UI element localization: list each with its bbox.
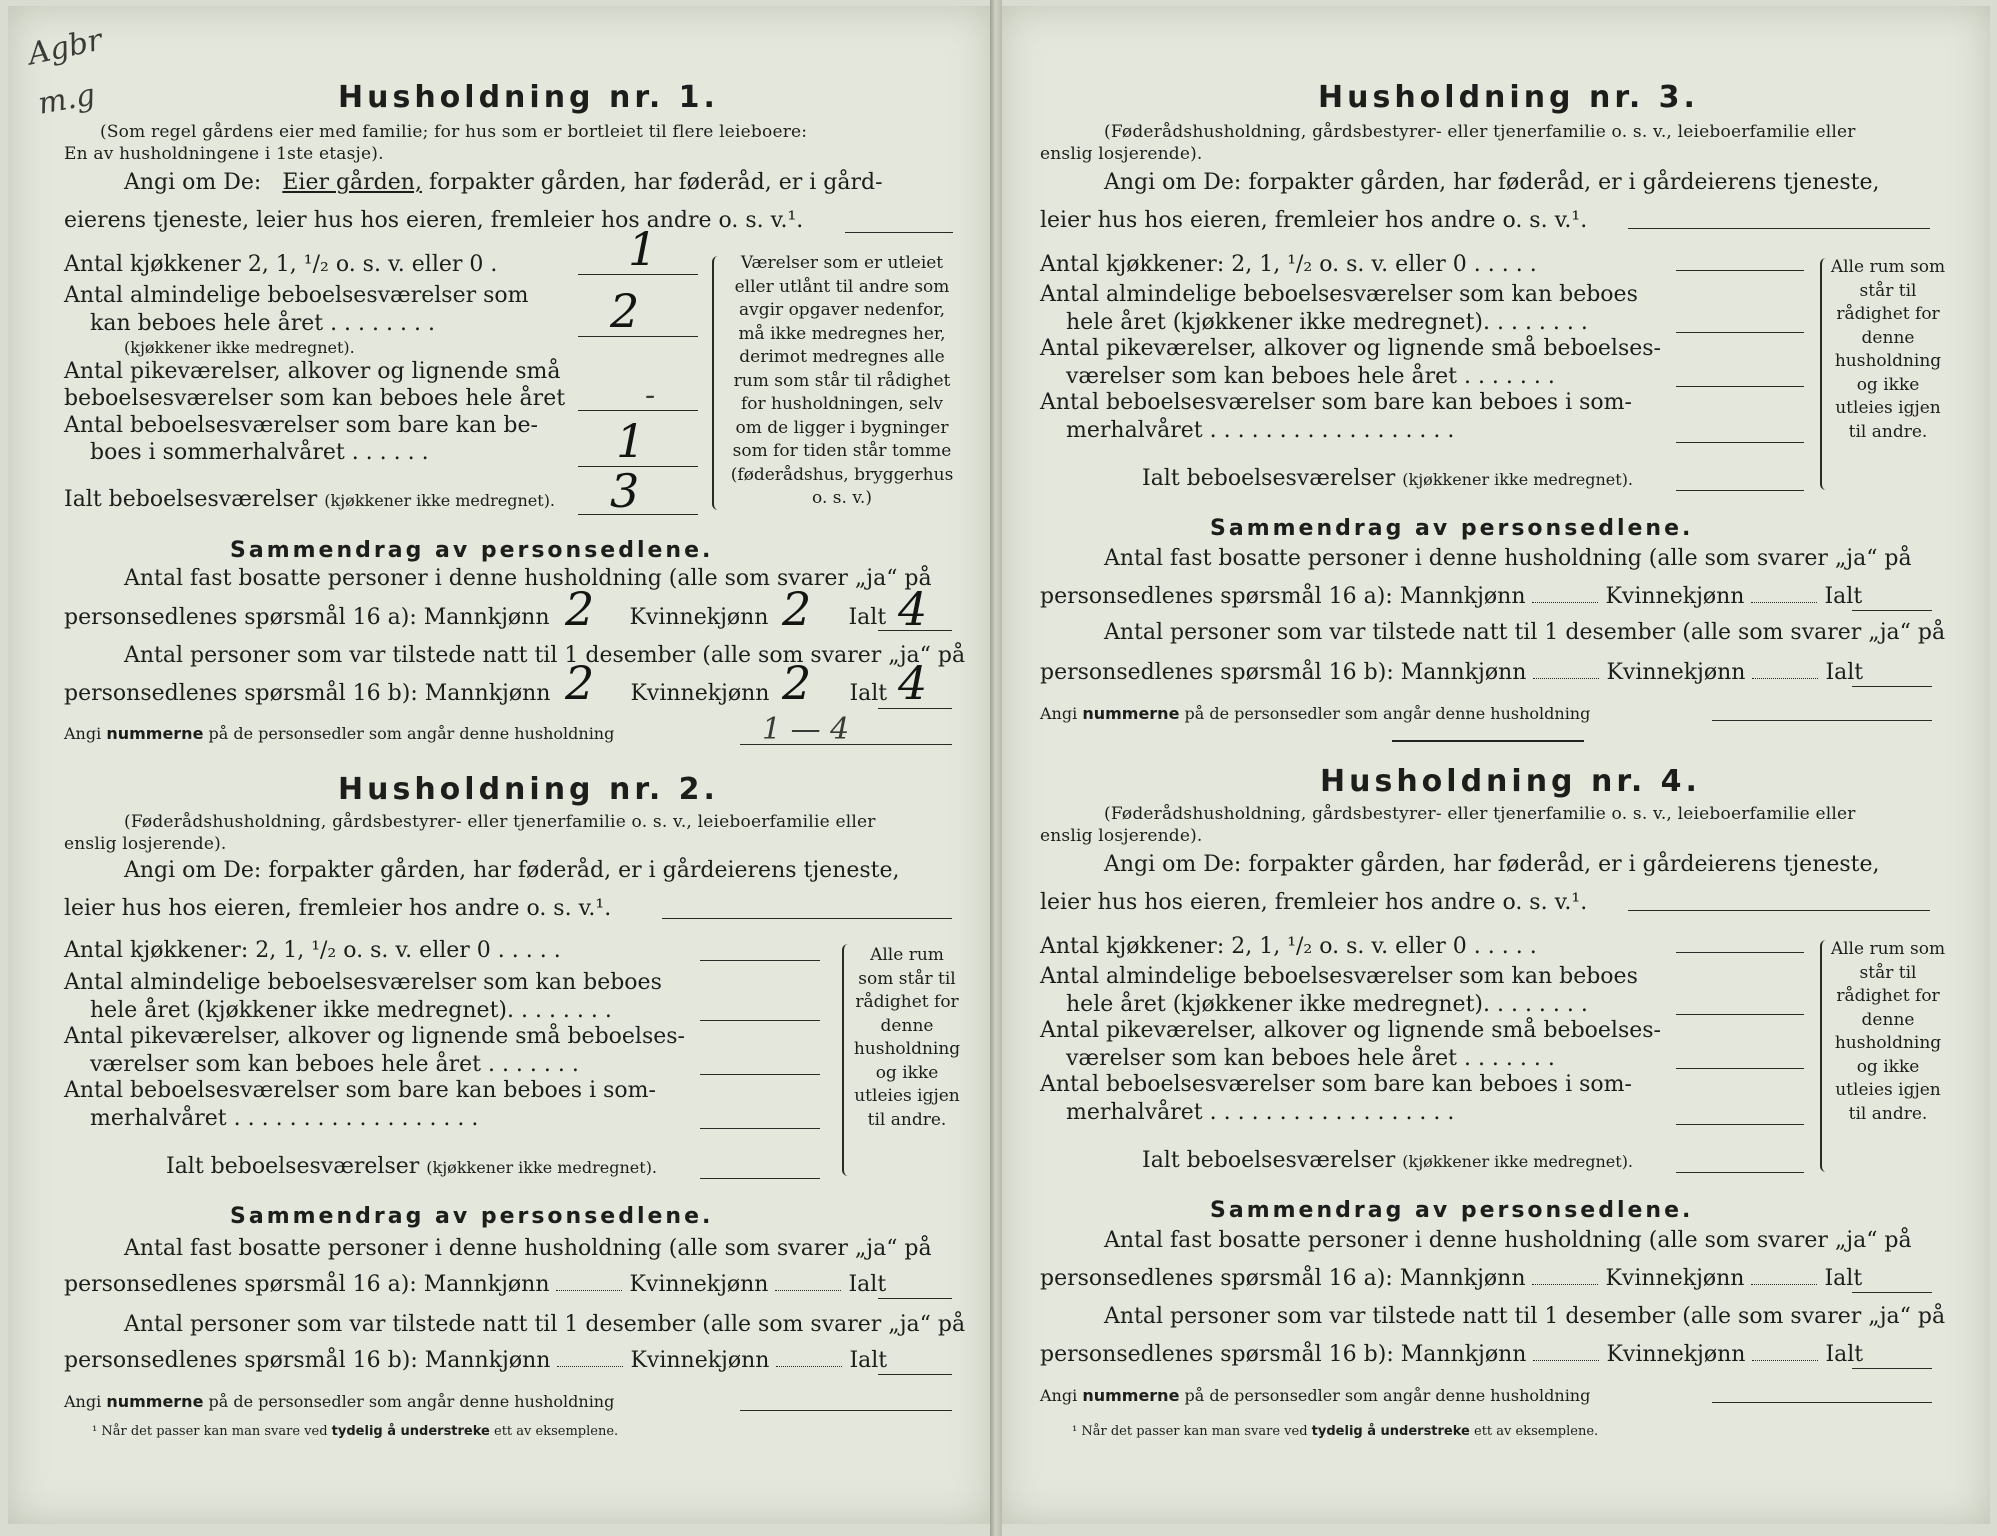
h2-s1-ialt-line	[878, 1298, 952, 1299]
household-3-title: Husholdning nr. 3.	[1318, 80, 1699, 115]
h4-alm-line1: Antal almindelige beboelsesværelser som kan beboes	[1040, 964, 1638, 989]
h2-s2-line2	[64, 1348, 887, 1373]
h2-pike-line1: Antal pikeværelser, alkover og lignende små beboelses-	[64, 1024, 685, 1049]
section-divider	[1392, 740, 1584, 742]
h4-note-line1: (Føderådshusholdning, gårdsbestyrer- eller tjenerfamilie o. s. v., leieboerfamilie eller	[1104, 804, 1856, 824]
h2-angi-line1: Angi om De: forpakter gården, har føderåd, er i gårdeierens tjeneste,	[124, 858, 900, 883]
h3-s1-line1: Antal fast bosatte personer i denne husholdning (alle som svarer „ja“ på	[1104, 546, 1912, 571]
h4-s1-mann-label: personsedlenes spørsmål 16 a): Mannkjønn	[1040, 1266, 1526, 1291]
h1-kjokken-label: Antal kjøkkener 2, 1, ¹/₂ o. s. v. eller 0 .	[64, 252, 498, 277]
h4-side-note: Alle rum som står til rådighet for denne husholdning og ikke utleies igjen til andre.	[1830, 939, 1946, 1124]
h2-nummer-row	[64, 1392, 614, 1411]
h3-kjokken-label: Antal kjøkkener: 2, 1, ¹/₂ o. s. v. eller 0 . . . . .	[1040, 252, 1537, 277]
h4-kjokken-line	[1676, 952, 1804, 953]
h1-s2-ialt-answer: 4	[898, 656, 928, 710]
h1-s2-mann-label: personsedlenes spørsmål 16 b): Mannkjønn	[64, 681, 551, 706]
h3-angi-fill-line	[1628, 228, 1930, 229]
h3-s1-line2	[1040, 584, 1862, 609]
h1-s1-ialt-label: Ialt	[848, 605, 887, 630]
h1-eier-garden-answer: Eier gården,	[282, 170, 422, 195]
h2-summary-heading: Sammendrag av personsedlene.	[230, 1204, 714, 1229]
h2-kjokken-label: Antal kjøkkener: 2, 1, ¹/₂ o. s. v. eller 0 . . . . .	[64, 938, 561, 963]
h3-summary-heading: Sammendrag av personsedlene.	[1210, 516, 1694, 541]
h2-ialt-note: (kjøkkener ikke medregnet).	[426, 1158, 658, 1177]
h2-s2-ialt-line	[878, 1374, 952, 1375]
h4-alm-line	[1676, 1014, 1804, 1015]
h2-nummer-line	[740, 1410, 952, 1411]
h4-s2-line1: Antal personer som var tilstede natt til 1 desember (alle som svarer „ja“ på	[1104, 1304, 1946, 1329]
h3-note-line2: enslig losjerende).	[1040, 144, 1203, 164]
h2-alm-line1: Antal almindelige beboelsesværelser som kan beboes	[64, 970, 662, 995]
h3-ialt-row	[1142, 466, 1633, 491]
h1-angi-fill-line	[845, 232, 953, 233]
h4-s1-ialt-line	[1852, 1292, 1932, 1293]
h3-sommer-line	[1676, 442, 1804, 443]
h1-s1-mann-answer: 2	[565, 582, 595, 636]
h1-pike-line1: Antal pikeværelser, alkover og lignende små	[64, 359, 561, 384]
h3-nummer-line	[1712, 720, 1932, 721]
h1-sommer-answer: 1	[616, 414, 646, 468]
h1-nummer-bold: nummerne	[106, 724, 204, 743]
h3-nummer-row	[1040, 704, 1590, 723]
h2-ialt-row	[166, 1154, 657, 1179]
h2-sommer-line2: merhalvåret . . . . . . . . . . . . . . . . . .	[90, 1106, 479, 1131]
h1-s2-ialt-label: Ialt	[849, 681, 888, 706]
h2-s1-line2	[64, 1272, 886, 1297]
h1-sommer-line1: Antal beboelsesværelser som bare kan be-	[64, 413, 538, 438]
h1-pike-answer: -	[645, 378, 656, 413]
h4-s1-line1: Antal fast bosatte personer i denne husholdning (alle som svarer „ja“ på	[1104, 1228, 1912, 1253]
household-1-title: Husholdning nr. 1.	[338, 80, 719, 115]
h1-nummer-angi: Angi	[64, 724, 102, 743]
h3-sommer-line2: merhalvåret . . . . . . . . . . . . . . . . . .	[1066, 418, 1455, 443]
h3-alm-line2: hele året (kjøkkener ikke medregnet). . . . . . . .	[1066, 310, 1588, 335]
h2-s2-kvinne-label: Kvinnekjønn	[630, 1348, 770, 1373]
h1-pike-line2: beboelsesværelser som kan beboes hele året	[64, 386, 566, 411]
h4-s2-line2	[1040, 1342, 1863, 1367]
h1-s1-mann-label: personsedlenes spørsmål 16 a): Mannkjønn	[64, 605, 550, 630]
marginal-note-second: m.g	[35, 77, 98, 122]
h3-ialt-note: (kjøkkener ikke medregnet).	[1402, 470, 1634, 489]
h3-ialt-line	[1676, 490, 1804, 491]
h1-s1-line2	[64, 605, 886, 630]
h1-alm-answer: 2	[610, 284, 640, 338]
h4-nummer-row	[1040, 1386, 1590, 1405]
h1-side-brace	[712, 256, 724, 510]
h3-pike-line	[1676, 386, 1804, 387]
h1-s1-kvinne-label: Kvinnekjønn	[629, 605, 769, 630]
h4-summary-heading: Sammendrag av personsedlene.	[1210, 1198, 1694, 1223]
h1-alm-note: (kjøkkener ikke medregnet).	[124, 338, 355, 357]
h4-ialt-line	[1676, 1172, 1804, 1173]
h3-s2-line1: Antal personer som var tilstede natt til 1 desember (alle som svarer „ja“ på	[1104, 620, 1946, 645]
h1-nummer-row	[64, 724, 614, 743]
h4-s1-line2	[1040, 1266, 1862, 1291]
h4-sommer-line	[1676, 1124, 1804, 1125]
h1-nummer-answer: 1 — 4	[762, 712, 850, 747]
h2-note-line2: enslig losjerende).	[64, 834, 227, 854]
h3-nummer-bold: nummerne	[1082, 704, 1180, 723]
h1-s2-ialt-line	[878, 708, 952, 709]
h4-ialt-row	[1142, 1148, 1633, 1173]
h4-s1-ialt-label: Ialt	[1824, 1266, 1863, 1291]
h4-note-line2: enslig losjerende).	[1040, 826, 1203, 846]
h2-pike-line2: værelser som kan beboes hele året . . . . . . .	[90, 1052, 579, 1077]
h2-s2-mann-label: personsedlenes spørsmål 16 b): Mannkjønn	[64, 1348, 551, 1373]
h4-pike-line1: Antal pikeværelser, alkover og lignende små beboelses-	[1040, 1018, 1661, 1043]
h1-note-line1: (Som regel gårdens eier med familie; for hus som er bortleiet til flere leieboere:	[100, 122, 808, 142]
h3-note-line1: (Føderådshusholdning, gårdsbestyrer- eller tjenerfamilie o. s. v., leieboerfamilie eller	[1104, 122, 1856, 142]
h4-footnote	[1072, 1424, 1598, 1439]
h3-side-note: Alle rum som står til rådighet for denne husholdning og ikke utleies igjen til andre.	[1830, 257, 1946, 442]
h3-alm-line1: Antal almindelige beboelsesværelser som kan beboes	[1040, 282, 1638, 307]
h1-ialt-row	[64, 487, 555, 512]
h3-s1-kvinne-label: Kvinnekjønn	[1605, 584, 1745, 609]
h1-ialt-note: (kjøkkener ikke medregnet).	[324, 491, 556, 510]
h1-s2-kvinne-label: Kvinnekjønn	[630, 681, 770, 706]
h4-alm-line2: hele året (kjøkkener ikke medregnet). . . . . . . .	[1066, 992, 1588, 1017]
h2-note-line1: (Føderådshusholdning, gårdsbestyrer- eller tjenerfamilie o. s. v., leieboerfamilie eller	[124, 812, 876, 832]
h2-nummer-bold: nummerne	[106, 1392, 204, 1411]
h3-alm-line	[1676, 332, 1804, 333]
h3-ialt-label: Ialt beboelsesværelser	[1142, 466, 1396, 491]
h3-angi-line1: Angi om De: forpakter gården, har føderåd, er i gårdeierens tjeneste,	[1104, 170, 1880, 195]
h1-sommer-line2: boes i sommerhalvåret . . . . . .	[90, 440, 429, 465]
h3-s2-kvinne-label: Kvinnekjønn	[1606, 660, 1746, 685]
page-fold	[990, 0, 1002, 1536]
h3-nummer-text: på de personsedler som angår denne husholdning	[1184, 704, 1591, 723]
h1-s2-mann-answer: 2	[565, 656, 595, 710]
h1-s1-line1: Antal fast bosatte personer i denne husholdning (alle som svarer „ja“ på	[124, 566, 932, 591]
h1-nummer-text: på de personsedler som angår denne husholdning	[208, 724, 615, 743]
h2-alm-line2: hele året (kjøkkener ikke medregnet). . . . . . . .	[90, 998, 612, 1023]
h1-s2-line1: Antal personer som var tilstede natt til 1 desember (alle som svarer „ja“ på	[124, 643, 966, 668]
h4-pike-line2: værelser som kan beboes hele året . . . . . . .	[1066, 1046, 1555, 1071]
h1-s1-ialt-answer: 4	[898, 582, 928, 636]
h1-kjokken-answer: 1	[628, 222, 658, 276]
h4-footnote-b: tydelig å understreke	[1311, 1424, 1470, 1439]
h2-alm-line	[700, 1020, 820, 1021]
h1-angi-options: forpakter gården, har føderåd, er i gård-	[428, 170, 883, 195]
h2-angi-line2: leier hus hos eieren, fremleier hos andre o. s. v.¹.	[64, 896, 612, 921]
h1-ialt-label: Ialt beboelsesværelser	[64, 487, 318, 512]
h3-s2-line2	[1040, 660, 1863, 685]
h4-s2-ialt-line	[1852, 1368, 1932, 1369]
h2-footnote	[92, 1424, 618, 1439]
h2-s1-line1: Antal fast bosatte personer i denne husholdning (alle som svarer „ja“ på	[124, 1236, 932, 1261]
h1-side-note: Værelser som er utleiet eller utlånt til andre som avgir opgaver nedenfor, må ikke medregnes her, derimot medregnes alle rum som står til rådighet for husholdningen, selv om de ligger i bygninger som for tiden står tomme (føderådshus, bryggerhus o. s. v.)	[730, 253, 954, 508]
h1-alm-line1: Antal almindelige beboelsesværelser som	[64, 283, 529, 308]
h4-s2-ialt-label: Ialt	[1825, 1342, 1864, 1367]
h2-footnote-b: tydelig å understreke	[331, 1424, 490, 1439]
h2-s2-line1: Antal personer som var tilstede natt til 1 desember (alle som svarer „ja“ på	[124, 1312, 966, 1337]
h2-kjokken-line	[700, 960, 820, 961]
h3-s1-ialt-label: Ialt	[1824, 584, 1863, 609]
h2-sommer-line	[700, 1128, 820, 1129]
h4-s2-mann-label: personsedlenes spørsmål 16 b): Mannkjønn	[1040, 1342, 1527, 1367]
h4-nummer-angi: Angi	[1040, 1386, 1078, 1405]
h4-nummer-line	[1712, 1402, 1932, 1403]
h1-s2-kvinne-answer: 2	[782, 656, 812, 710]
h2-s1-mann-label: personsedlenes spørsmål 16 a): Mannkjønn	[64, 1272, 550, 1297]
h2-pike-line	[700, 1074, 820, 1075]
h2-ialt-label: Ialt beboelsesværelser	[166, 1154, 420, 1179]
h4-sommer-line2: merhalvåret . . . . . . . . . . . . . . . . . .	[1066, 1100, 1455, 1125]
h4-footnote-a: ¹ Når det passer kan man svare ved	[1072, 1424, 1308, 1439]
h3-s2-ialt-label: Ialt	[1825, 660, 1864, 685]
h4-kjokken-label: Antal kjøkkener: 2, 1, ¹/₂ o. s. v. eller 0 . . . . .	[1040, 934, 1537, 959]
h1-s1-kvinne-answer: 2	[782, 582, 812, 636]
household-4-title: Husholdning nr. 4.	[1320, 764, 1701, 799]
h4-footnote-c: ett av eksemplene.	[1474, 1424, 1599, 1439]
h3-s2-ialt-line	[1852, 686, 1932, 687]
h1-angi-line1	[124, 170, 883, 195]
h1-note-line2: En av husholdningene i 1ste etasje).	[64, 144, 384, 164]
h4-angi-line1: Angi om De: forpakter gården, har føderåd, er i gårdeierens tjeneste,	[1104, 852, 1880, 877]
h3-angi-line2: leier hus hos eieren, fremleier hos andre o. s. v.¹.	[1040, 208, 1588, 233]
h2-angi-fill-line	[662, 918, 952, 919]
h1-s2-line2	[64, 681, 887, 706]
h3-s2-mann-label: personsedlenes spørsmål 16 b): Mannkjønn	[1040, 660, 1527, 685]
h3-nummer-angi: Angi	[1040, 704, 1078, 723]
h1-summary-heading: Sammendrag av personsedlene.	[230, 538, 714, 563]
h4-ialt-label: Ialt beboelsesværelser	[1142, 1148, 1396, 1173]
h2-footnote-a: ¹ Når det passer kan man svare ved	[92, 1424, 328, 1439]
h3-s1-mann-label: personsedlenes spørsmål 16 a): Mannkjønn	[1040, 584, 1526, 609]
h3-s1-ialt-line	[1852, 610, 1932, 611]
h2-side-note: Alle rum som står til rådighet for denne husholdning og ikke utleies igjen til andre.	[853, 945, 961, 1130]
h4-nummer-bold: nummerne	[1082, 1386, 1180, 1405]
h4-nummer-text: på de personsedler som angår denne husholdning	[1184, 1386, 1591, 1405]
h4-pike-line	[1676, 1068, 1804, 1069]
h1-pike-line	[578, 410, 698, 411]
h4-sommer-line1: Antal beboelsesværelser som bare kan beboes i som-	[1040, 1072, 1632, 1097]
h1-ialt-answer: 3	[610, 464, 640, 518]
h2-footnote-c: ett av eksemplene.	[494, 1424, 619, 1439]
marginal-note-top: Agbr	[25, 22, 106, 73]
h2-sommer-line1: Antal beboelsesværelser som bare kan beboes i som-	[64, 1078, 656, 1103]
h3-kjokken-line	[1676, 270, 1804, 271]
h4-s2-kvinne-label: Kvinnekjønn	[1606, 1342, 1746, 1367]
h1-alm-line2: kan beboes hele året . . . . . . . .	[90, 311, 435, 336]
h4-angi-line2: leier hus hos eieren, fremleier hos andre o. s. v.¹.	[1040, 890, 1588, 915]
h3-pike-line2: værelser som kan beboes hele året . . . . . . .	[1066, 364, 1555, 389]
h2-ialt-line	[700, 1178, 820, 1179]
h2-nummer-text: på de personsedler som angår denne husholdning	[208, 1392, 615, 1411]
h1-angi-label: Angi om De:	[124, 170, 262, 195]
h4-s1-kvinne-label: Kvinnekjønn	[1605, 1266, 1745, 1291]
h1-s1-ialt-line	[878, 630, 952, 631]
h2-s1-kvinne-label: Kvinnekjønn	[629, 1272, 769, 1297]
household-2-title: Husholdning nr. 2.	[338, 772, 719, 807]
h1-angi-line2: eierens tjeneste, leier hus hos eieren, fremleier hos andre o. s. v.¹.	[64, 208, 804, 233]
h4-angi-fill-line	[1628, 910, 1930, 911]
h2-s1-ialt-label: Ialt	[848, 1272, 887, 1297]
h2-s2-ialt-label: Ialt	[849, 1348, 888, 1373]
h3-sommer-line1: Antal beboelsesværelser som bare kan beboes i som-	[1040, 390, 1632, 415]
h3-pike-line1: Antal pikeværelser, alkover og lignende små beboelses-	[1040, 336, 1661, 361]
h4-ialt-note: (kjøkkener ikke medregnet).	[1402, 1152, 1634, 1171]
h2-nummer-angi: Angi	[64, 1392, 102, 1411]
